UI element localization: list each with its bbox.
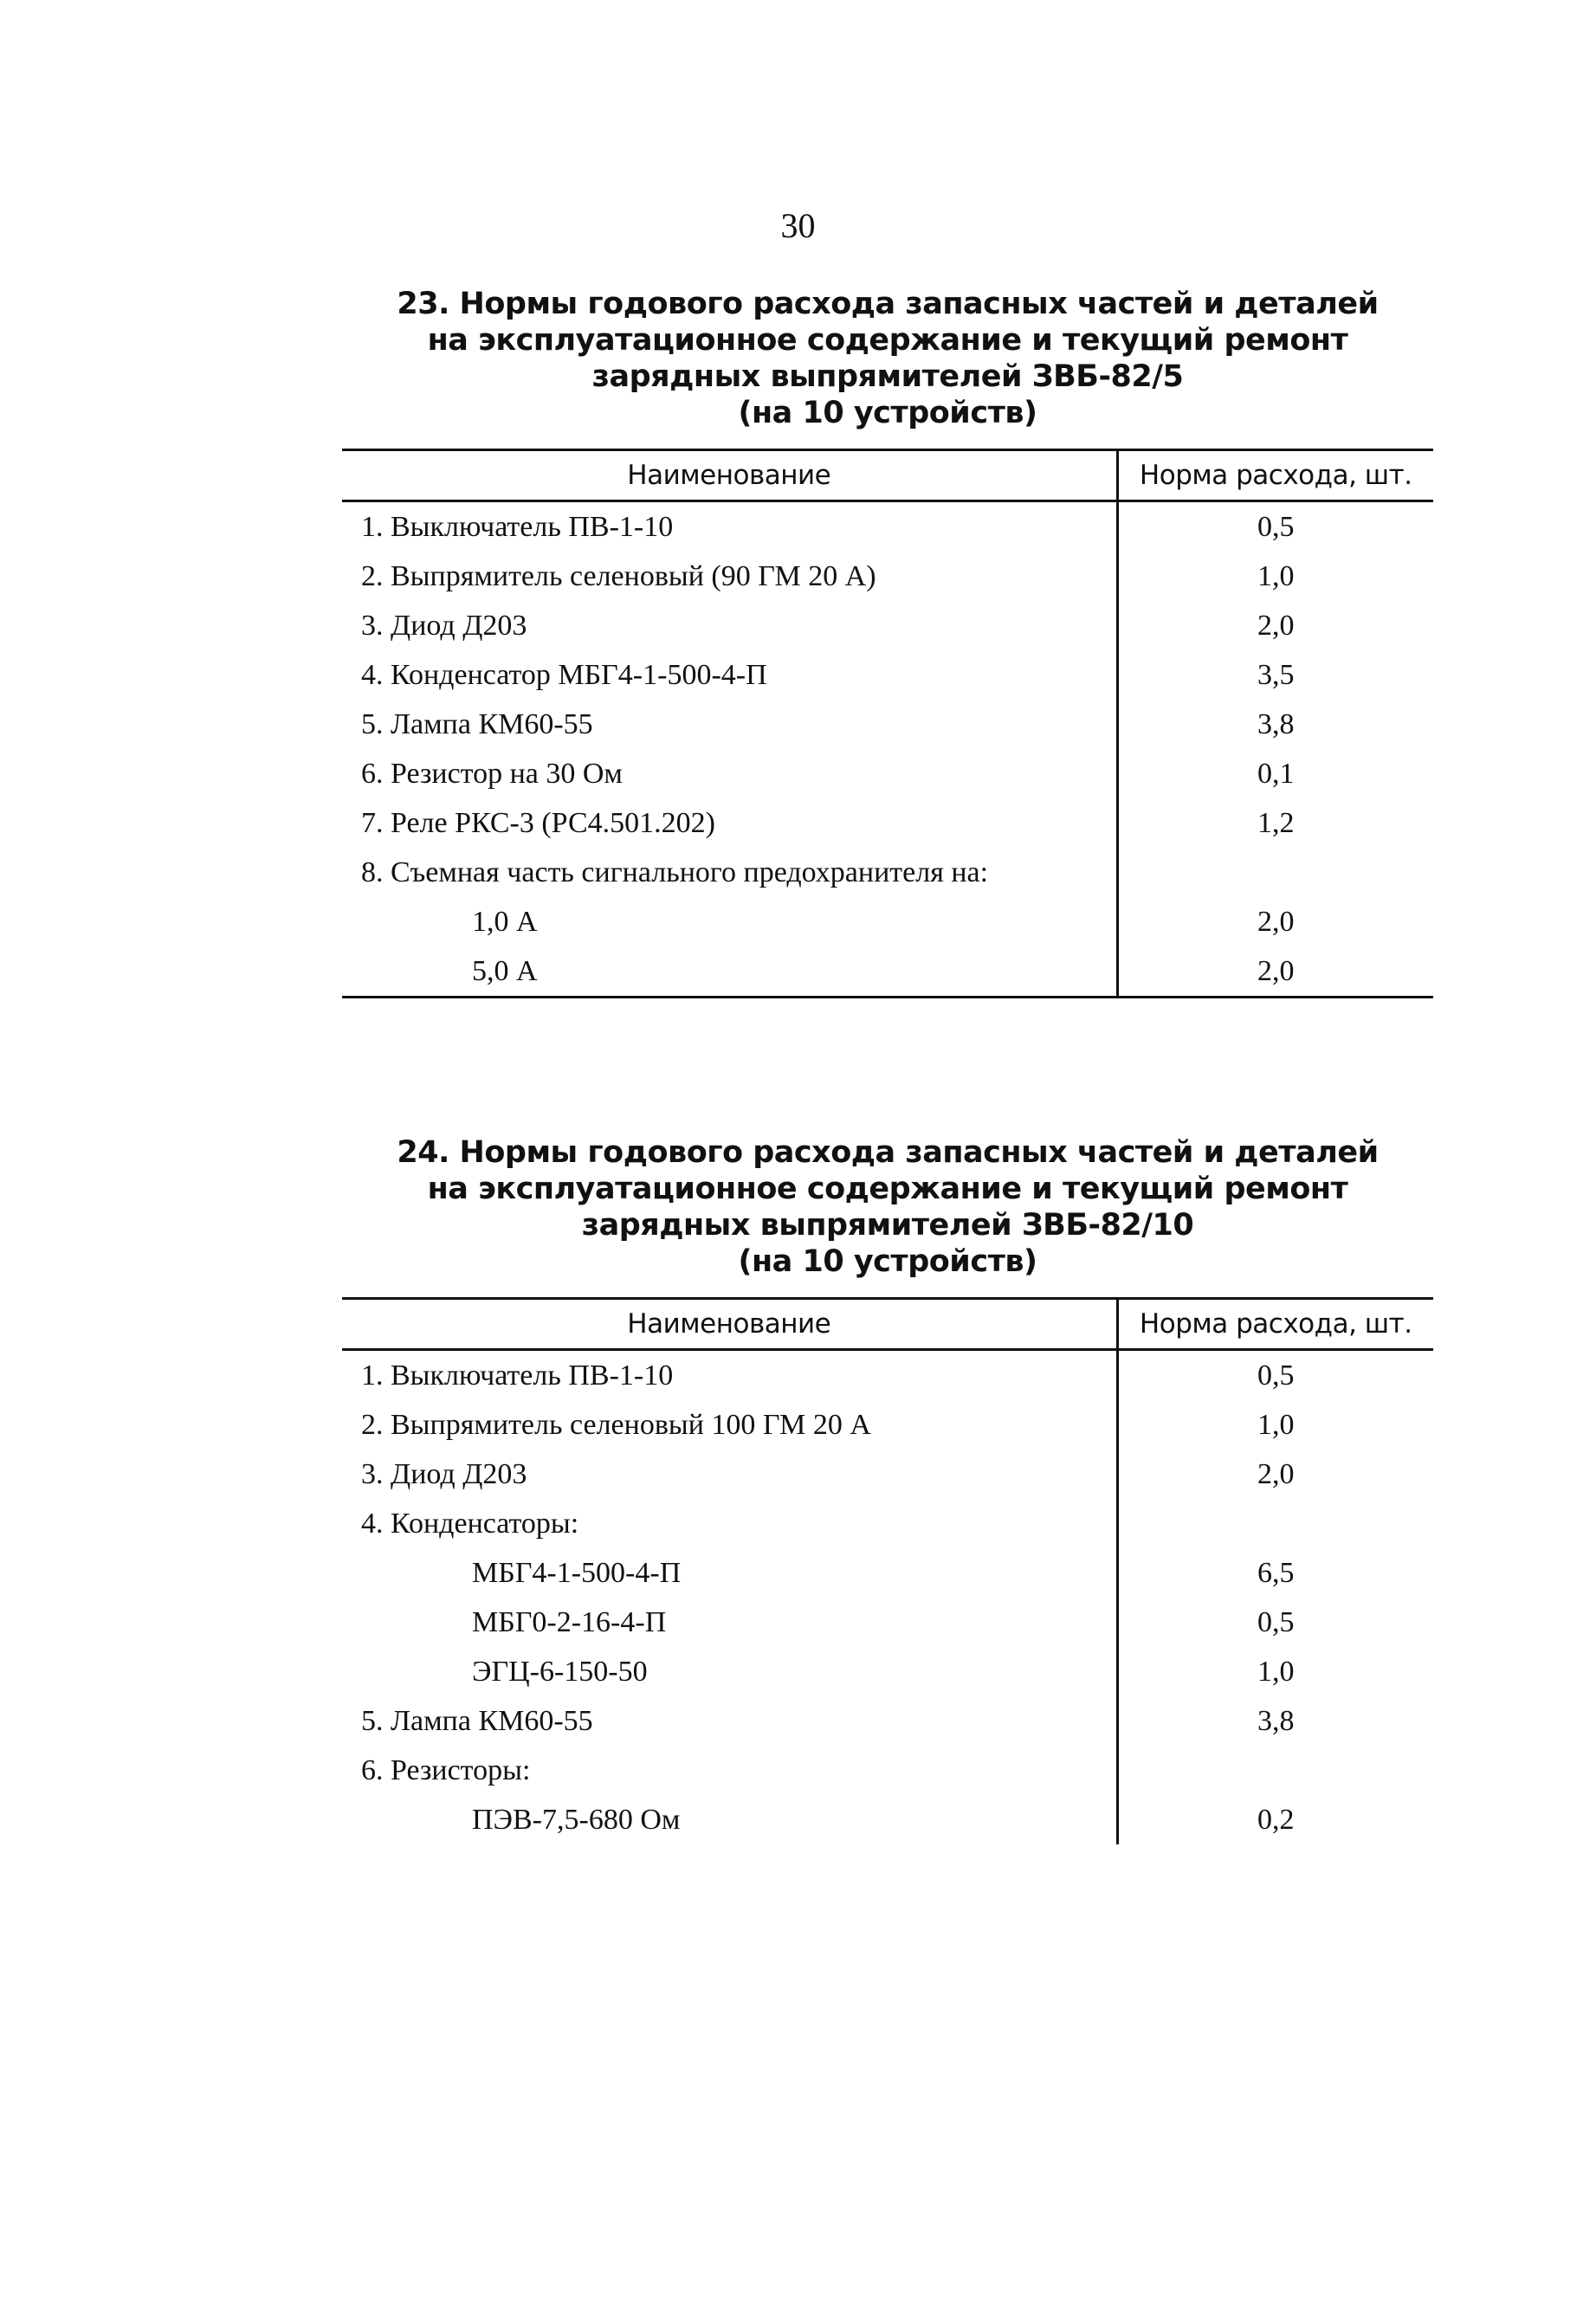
item-name: 6. Резистор на 30 Ом bbox=[361, 757, 623, 790]
item-name: 4. Конденсатор МБГ4-1-500-4-П bbox=[361, 658, 767, 691]
column-header-name: Наименование bbox=[342, 1299, 1117, 1350]
item-name: 8. Съемная часть сигнального предохранителя на: bbox=[361, 856, 989, 888]
table-row bbox=[342, 1795, 1433, 1844]
table-row bbox=[342, 1400, 1433, 1450]
item-name: МБГ0-2-16-4-П bbox=[472, 1605, 667, 1638]
table-row bbox=[342, 1696, 1433, 1746]
item-norm: 1,0 bbox=[1117, 1400, 1433, 1450]
section-title bbox=[342, 286, 1433, 431]
section-title-line: 24. Нормы годового расхода запасных частей и деталей bbox=[397, 1135, 1379, 1170]
section-24 bbox=[342, 1134, 1433, 1844]
item-name: 6. Резисторы: bbox=[361, 1753, 531, 1786]
section-title bbox=[342, 1134, 1433, 1280]
item-name: ПЭВ-7,5-680 Ом bbox=[472, 1803, 681, 1836]
section-title-line: 23. Нормы годового расхода запасных частей и деталей bbox=[397, 287, 1379, 321]
item-norm: 0,5 bbox=[1117, 501, 1433, 552]
item-name: 5,0 А bbox=[342, 946, 1117, 998]
item-name: 1. Выключатель ПВ-1-10 bbox=[361, 510, 674, 543]
section-title-line: (на 10 устройств) bbox=[738, 1244, 1037, 1279]
table-row bbox=[342, 749, 1433, 798]
item-norm: 3,8 bbox=[1117, 1696, 1433, 1746]
table-row bbox=[342, 601, 1433, 650]
table-header-row bbox=[342, 450, 1433, 501]
table-row bbox=[342, 650, 1433, 700]
table-row bbox=[342, 1350, 1433, 1401]
page-number: 30 bbox=[780, 206, 816, 245]
section-title-line: на эксплуатационное содержание и текущий ремонт bbox=[427, 1172, 1348, 1206]
table-row bbox=[342, 1548, 1433, 1598]
table-row bbox=[342, 1598, 1433, 1647]
item-name: 7. Реле РКС-3 (РС4.501.202) bbox=[361, 806, 715, 839]
item-norm: 2,0 bbox=[1117, 601, 1433, 650]
item-name: ЭГЦ-6-150-50 bbox=[472, 1655, 648, 1688]
table-row bbox=[342, 1647, 1433, 1696]
item-name: МБГ4-1-500-4-П bbox=[472, 1556, 682, 1589]
section-title-line: на эксплуатационное содержание и текущий ремонт bbox=[427, 323, 1348, 358]
item-name: 5. Лампа КМ60-55 bbox=[361, 1704, 593, 1737]
column-header-norm: Норма расхода, шт. bbox=[1117, 450, 1433, 501]
norms-table bbox=[342, 449, 1433, 998]
norms-table bbox=[342, 1297, 1433, 1844]
section-title-line: зарядных выпрямителей ЗВБ-82/5 bbox=[591, 359, 1184, 394]
item-norm: 1,0 bbox=[1117, 552, 1433, 601]
item-norm: 6,5 bbox=[1117, 1548, 1433, 1598]
item-name: 4. Конденсаторы: bbox=[361, 1507, 579, 1540]
item-name: 3. Диод Д203 bbox=[361, 609, 527, 642]
table-row bbox=[342, 700, 1433, 749]
item-name: 5. Лампа КМ60-55 bbox=[361, 707, 593, 740]
item-norm bbox=[1117, 848, 1433, 897]
item-norm: 0,1 bbox=[1117, 749, 1433, 798]
item-norm: 0,5 bbox=[1117, 1598, 1433, 1647]
item-name: 2. Выпрямитель селеновый 100 ГМ 20 А bbox=[361, 1408, 871, 1441]
table-row bbox=[342, 848, 1433, 897]
table-row bbox=[342, 946, 1433, 998]
table-row bbox=[342, 501, 1433, 552]
table-header-row bbox=[342, 1299, 1433, 1350]
section-title-line: (на 10 устройств) bbox=[738, 396, 1037, 430]
table-row bbox=[342, 798, 1433, 848]
item-norm: 3,5 bbox=[1117, 650, 1433, 700]
item-norm bbox=[1117, 1499, 1433, 1548]
table-row bbox=[342, 1746, 1433, 1795]
item-norm: 2,0 bbox=[1117, 1450, 1433, 1499]
table-row bbox=[342, 1450, 1433, 1499]
item-norm: 0,2 bbox=[1117, 1795, 1433, 1844]
item-name: 1,0 А bbox=[472, 905, 538, 938]
item-name: 2. Выпрямитель селеновый (90 ГМ 20 А) bbox=[361, 559, 876, 592]
table-row bbox=[342, 552, 1433, 601]
item-name: 1. Выключатель ПВ-1-10 bbox=[361, 1359, 674, 1392]
item-norm: 2,0 bbox=[1117, 946, 1433, 998]
item-name: 3. Диод Д203 bbox=[361, 1457, 527, 1490]
column-header-name: Наименование bbox=[342, 450, 1117, 501]
item-norm: 1,2 bbox=[1117, 798, 1433, 848]
section-23 bbox=[342, 286, 1433, 998]
item-norm bbox=[1117, 1746, 1433, 1795]
item-norm: 0,5 bbox=[1117, 1350, 1433, 1401]
item-norm: 3,8 bbox=[1117, 700, 1433, 749]
table-row bbox=[342, 1499, 1433, 1548]
section-title-line: зарядных выпрямителей ЗВБ-82/10 bbox=[581, 1208, 1194, 1243]
item-norm: 1,0 bbox=[1117, 1647, 1433, 1696]
table-row bbox=[342, 897, 1433, 946]
item-norm: 2,0 bbox=[1117, 897, 1433, 946]
column-header-norm: Норма расхода, шт. bbox=[1117, 1299, 1433, 1350]
